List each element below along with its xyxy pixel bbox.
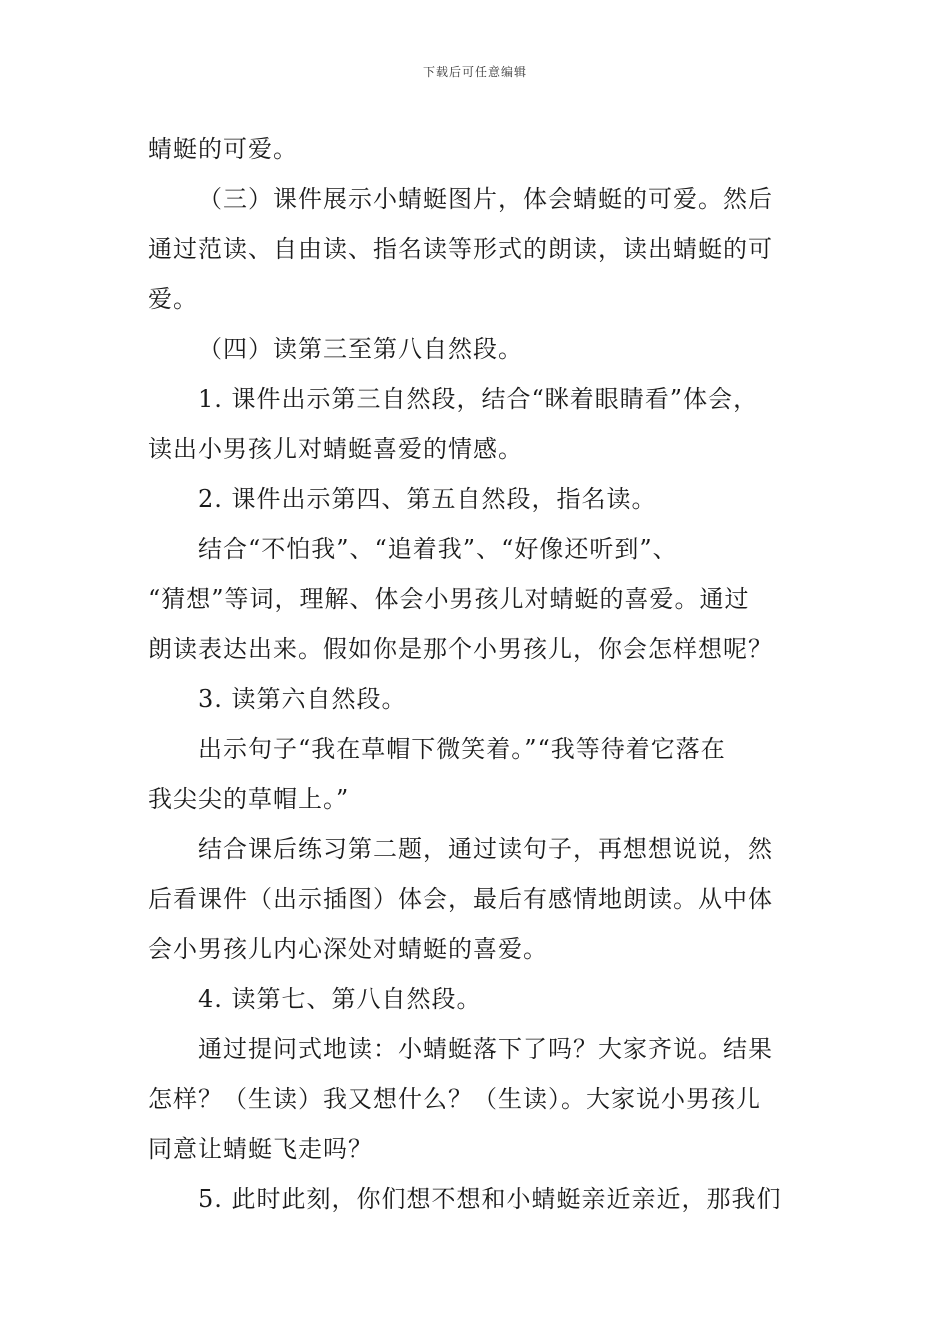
text-line: 同意让蜻蜓飞走吗？ <box>148 1135 373 1163</box>
text-line: 结合“不怕我”、“追着我”、“好像还听到”、 <box>198 535 678 563</box>
page-header: 下载后可任意编辑 <box>422 65 527 79</box>
text-line: 读出小男孩儿对蜻蜓喜爱的情感。 <box>148 435 523 463</box>
text-line: 5. 此时此刻，你们想不想和小蜻蜓亲近亲近，那我们 <box>198 1185 782 1213</box>
text-line: 3. 读第六自然段。 <box>198 685 407 713</box>
text-line: 会小男孩儿内心深处对蜻蜓的喜爱。 <box>148 935 548 963</box>
text-line: 通过提问式地读：小蜻蜓落下了吗？大家齐说。结果 <box>198 1035 773 1063</box>
text-line: 怎样？（生读）我又想什么？（生读）。大家说小男孩儿 <box>148 1085 761 1113</box>
text-line: 朗读表达出来。假如你是那个小男孩儿，你会怎样想呢？ <box>148 635 773 663</box>
text-line: 1. 课件出示第三自然段，结合“眯着眼睛看”体会， <box>198 385 759 413</box>
text-line: 爱。 <box>148 285 198 313</box>
text-line: 后看课件（出示插图）体会，最后有感情地朗读。从中体 <box>148 885 773 913</box>
text-line: 我尖尖的草帽上。” <box>148 785 350 813</box>
text-line: （四）读第三至第八自然段。 <box>198 335 523 363</box>
text-line: 4. 读第七、第八自然段。 <box>198 985 482 1013</box>
text-line: 结合课后练习第二题，通过读句子，再想想说说，然 <box>198 835 773 863</box>
text-line: （三）课件展示小蜻蜓图片，体会蜻蜓的可爱。然后 <box>198 185 773 213</box>
document-body <box>148 124 808 1224</box>
text-line: 出示句子“我在草帽下微笑着。”“我等待着它落在 <box>198 735 726 763</box>
text-line: 2. 课件出示第四、第五自然段，指名读。 <box>198 485 657 513</box>
text-line: 通过范读、自由读、指名读等形式的朗读，读出蜻蜓的可 <box>148 235 773 263</box>
text-line: “猜想”等词，理解、体会小男孩儿对蜻蜓的喜爱。通过 <box>148 585 750 613</box>
text-line: 蜻蜓的可爱。 <box>148 135 298 163</box>
